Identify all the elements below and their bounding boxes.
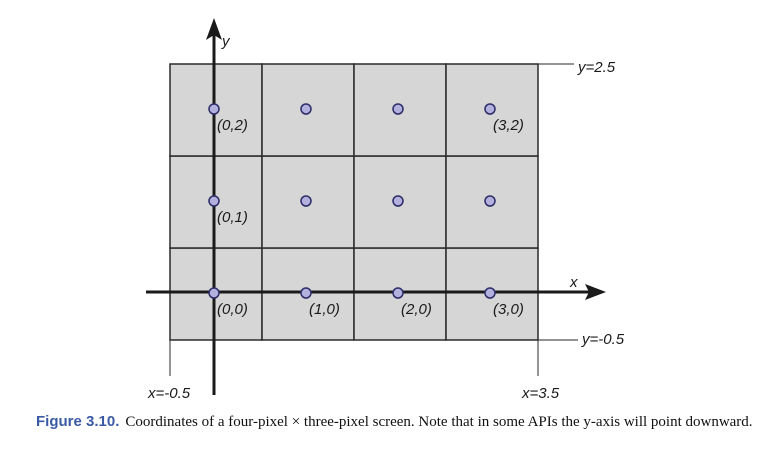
pixel-center-dot [209,104,219,114]
y-top-boundary-label: y=2.5 [578,59,616,76]
pixel-coordinate-label: (0,2) [217,117,248,134]
x-right-boundary-label: x=3.5 [522,385,560,402]
pixel-grid [170,64,538,340]
pixel-coordinate-label: (0,1) [217,209,248,226]
pixel-center-dot [209,288,219,298]
y-axis-label: y [222,33,230,50]
pixel-coordinate-label: (0,0) [217,301,248,318]
x-left-boundary-label: x=-0.5 [148,385,191,402]
pixel-center-dot [485,104,495,114]
x-axis-label: x [570,274,578,291]
pixel-coordinate-label: (3,0) [493,301,524,318]
pixel-coordinate-label: (2,0) [401,301,432,318]
pixel-center-dot [485,196,495,206]
figure-caption [36,412,766,432]
pixel-center-dot [209,196,219,206]
pixel-center-dot [485,288,495,298]
y-bottom-boundary-label: y=-0.5 [582,331,625,348]
caption-text: Coordinates of a four-pixel × three-pixel screen. Note that in some APIs the y-axis will point downward. [125,414,753,430]
pixel-center-dot [393,196,403,206]
pixel-coordinate-label: (3,2) [493,117,524,134]
pixel-center-dot [301,104,311,114]
pixel-center-dot [393,104,403,114]
pixel-center-dot [301,288,311,298]
pixel-center-dot [393,288,403,298]
pixel-center-dot [301,196,311,206]
figure-number: Figure 3.10. [36,413,120,430]
pixel-coordinate-label: (1,0) [309,301,340,318]
